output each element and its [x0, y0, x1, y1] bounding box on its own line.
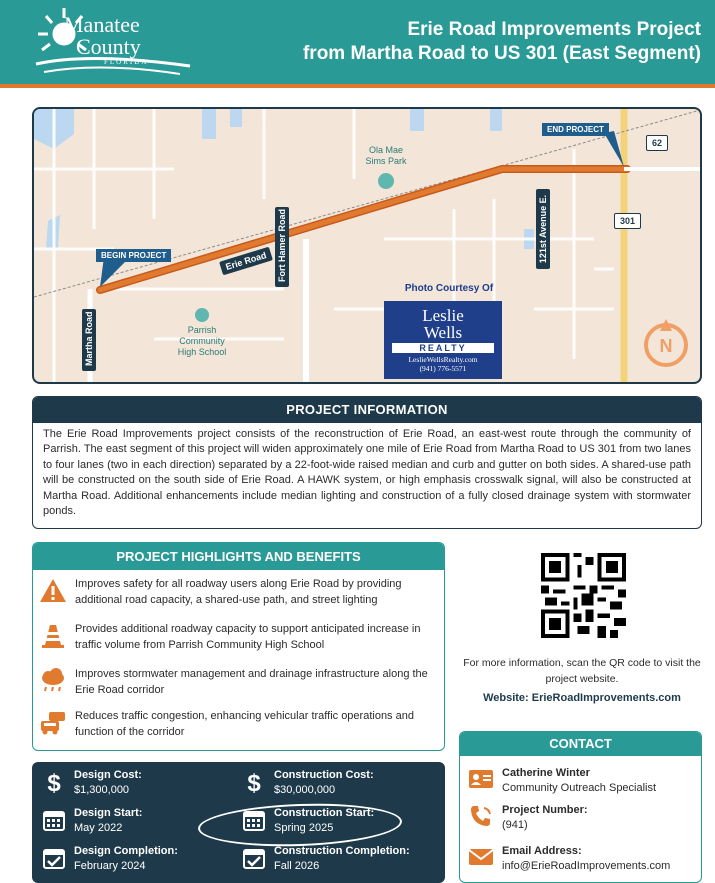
- title-line1: Erie Road Improvements Project: [407, 19, 701, 40]
- design-completion-value: February 2024: [74, 859, 146, 872]
- svg-text:$: $: [47, 770, 61, 794]
- design-completion: [42, 844, 242, 880]
- calendar-icon: [42, 808, 66, 832]
- project-map: [32, 107, 702, 384]
- id-card-icon: [468, 766, 494, 792]
- highlight-item: [39, 622, 439, 662]
- realty-name3: REALTY: [392, 343, 494, 353]
- realty-name2: Wells: [423, 323, 463, 342]
- page-title: [303, 18, 701, 66]
- highlights-heading: PROJECT HIGHLIGHTS AND BENEFITS: [33, 543, 444, 570]
- logo-line2: County: [76, 34, 141, 59]
- highlights-panel: [32, 542, 445, 751]
- 121st-avenue-label: 121st Avenue E.: [536, 189, 550, 269]
- realty-website: LeslieWellsRealty.com: [408, 355, 478, 364]
- website-link[interactable]: Website: ErieRoadImprovements.com: [483, 692, 681, 704]
- contact-heading: CONTACT: [460, 732, 701, 756]
- highlight-item: [39, 709, 439, 749]
- design-cost: [42, 768, 242, 804]
- fort-hamer-road-label: Fort Hamer Road: [275, 207, 289, 287]
- construction-start-label: Construction Start:: [274, 807, 375, 819]
- page-header: [0, 0, 715, 88]
- logo-text: [64, 14, 148, 66]
- qr-code[interactable]: [541, 553, 626, 638]
- highlight-text: Provides additional roadway capacity to support anticipated increase in traffic volume from Parrish Community High School: [75, 623, 421, 651]
- construction-cost: [242, 768, 442, 804]
- project-information-body: The Erie Road Improvements project consists of the reconstruction of Erie Road, an east-west route through the community of Parrish. The east segment of this project will widen approximately one mile of Erie Road from Martha Road to US 301 from two lanes to four lanes (two in each direction) separated by a 22-foot-wide raised median and curb and gutter on both sides. A shared-use path will be constructed on the south side of Erie Road. A HAWK system, or high emphasis crosswalk signal, will also be constructed at Martha Road. Additional enhancements include median lighting and construction of a fully closed drainage system with stormwater ponds.: [43, 428, 691, 518]
- rain-cloud-icon: [39, 667, 67, 695]
- svg-text:$: $: [247, 770, 261, 794]
- envelope-icon: [468, 844, 494, 870]
- logo-line1: Manatee: [64, 12, 140, 37]
- contact-panel: [459, 731, 702, 883]
- highlight-item: [39, 667, 439, 707]
- project-information-heading: PROJECT INFORMATION: [33, 397, 701, 423]
- dollar-icon: [42, 770, 66, 794]
- martha-road-label: Martha Road: [82, 309, 96, 371]
- parrish-high-school-label: Parrish Community High School: [177, 325, 227, 357]
- construction-completion-value: Fall 2026: [274, 859, 320, 872]
- project-number-value[interactable]: (941): [502, 819, 528, 831]
- begin-project-label: BEGIN PROJECT: [96, 249, 171, 262]
- erie-road-label: Erie Road: [219, 247, 273, 276]
- design-start-label: Design Start:: [74, 807, 143, 819]
- compass-letter: N: [659, 336, 673, 356]
- highlight-text: Improves safety for all roadway users along Erie Road by providing additional road capacity, a shared-use path, and street lighting: [75, 578, 402, 606]
- highlight-item: [39, 577, 439, 617]
- phone-icon: [468, 803, 494, 829]
- design-completion-label: Design Completion:: [74, 845, 178, 857]
- construction-start-value: Spring 2025: [274, 821, 334, 834]
- design-cost-value: $1,300,000: [74, 783, 130, 796]
- dollar-icon: [242, 770, 266, 794]
- project-number-label: Project Number:: [502, 804, 588, 816]
- construction-cost-label: Construction Cost:: [274, 769, 374, 781]
- design-start-value: May 2022: [74, 821, 123, 834]
- ola-mae-sims-park-label: Ola Mae Sims Park: [365, 145, 407, 166]
- compass-icon: [640, 317, 692, 369]
- qr-instructions: For more information, scan the QR code to visit the project website.: [463, 657, 701, 685]
- design-cost-label: Design Cost:: [74, 769, 142, 781]
- email-value[interactable]: info@ErieRoadImprovements.com: [502, 860, 671, 872]
- contact-name: Catherine Winter: [502, 767, 590, 779]
- us301-shield: 301: [614, 213, 641, 229]
- contact-role: Community Outreach Specialist: [502, 782, 657, 794]
- traffic-cone-icon: [39, 622, 67, 650]
- realty-name1: Leslie: [422, 306, 464, 325]
- cars-icon: [39, 709, 67, 737]
- calendar-check-icon: [42, 846, 66, 870]
- realty-phone: (941) 776-5571: [419, 364, 467, 373]
- calendar-check-icon: [242, 846, 266, 870]
- photo-courtesy-label: Photo Courtesy Of: [404, 283, 494, 294]
- project-information-panel: [32, 396, 702, 529]
- construction-completion-label: Construction Completion:: [274, 845, 410, 857]
- logo-line3: FLORIDA: [104, 58, 149, 66]
- highlight-text: Improves stormwater management and drainage infrastructure along the Erie Road corridor: [75, 668, 428, 696]
- leslie-wells-realty-ad: [384, 301, 502, 379]
- sr62-shield: 62: [646, 135, 668, 151]
- end-project-label: END PROJECT: [542, 123, 609, 136]
- construction-cost-value: $30,000,000: [274, 783, 336, 796]
- title-line2: from Martha Road to US 301 (East Segment): [302, 43, 701, 64]
- highlight-text: Reduces traffic congestion, enhancing vehicular traffic operations and function of the corridor: [75, 710, 414, 738]
- construction-completion: [242, 844, 442, 880]
- warning-icon: [39, 577, 67, 605]
- email-label: Email Address:: [502, 845, 582, 857]
